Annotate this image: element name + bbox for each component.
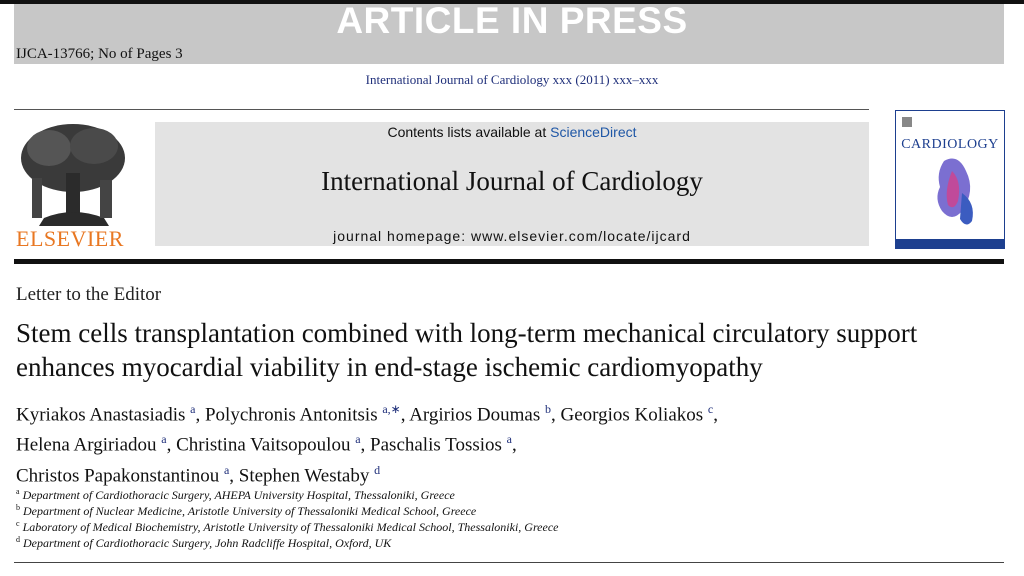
- divider: [14, 562, 1004, 563]
- author-affil-mark[interactable]: b: [545, 402, 551, 416]
- author-name[interactable]: Stephen Westaby: [238, 464, 370, 486]
- affiliation-key: b: [16, 503, 20, 512]
- author-affil-mark[interactable]: c: [707, 402, 714, 416]
- sciencedirect-link[interactable]: ScienceDirect: [550, 124, 637, 140]
- title-line: enhances myocardial viability in end-stage ischemic cardiomyopathy: [16, 352, 763, 382]
- author-separator: ,: [511, 434, 517, 456]
- header-rule: [14, 259, 1004, 264]
- author-name[interactable]: Georgios Koliakos: [560, 404, 704, 426]
- author-line: [16, 397, 1011, 427]
- author-name[interactable]: Paschalis Tossios: [370, 434, 502, 456]
- cover-title: CARDIOLOGY: [901, 137, 999, 152]
- author-affil-mark[interactable]: d: [374, 462, 381, 477]
- affiliation-text: Laboratory of Medical Biochemistry, Aristotle University of Thessaloniki Medical School, Thessaloniki, Greece: [22, 520, 559, 534]
- journal-cover: [895, 110, 1005, 249]
- contents-line: [155, 124, 869, 140]
- author-affil-mark[interactable]: a: [506, 432, 512, 447]
- author-separator: ,: [400, 404, 410, 426]
- author-separator: ,: [551, 404, 561, 426]
- author-affil-mark[interactable]: a: [223, 462, 230, 477]
- author-affil-mark[interactable]: a: [355, 432, 361, 447]
- affiliation-key: c: [16, 519, 20, 528]
- cover-art-icon: [896, 111, 1004, 248]
- affiliation: [16, 532, 1011, 551]
- affiliation-text: Department of Nuclear Medicine, Aristotle University of Thessaloniki Medical School, Greece: [23, 504, 477, 518]
- affiliation-text: Department of Cardiothoracic Surgery, John Radcliffe Hospital, Oxford, UK: [23, 536, 392, 550]
- affiliation-key: a: [16, 487, 20, 496]
- article-id: IJCA-13766; No of Pages 3: [16, 46, 183, 62]
- author-affil-mark[interactable]: a: [190, 402, 196, 416]
- author-line: [16, 427, 1011, 457]
- author-name[interactable]: Kyriakos Anastasiadis: [16, 404, 186, 426]
- author-name[interactable]: Polychronis Antonitsis: [204, 404, 378, 426]
- author-name[interactable]: Argirios Doumas: [409, 404, 541, 426]
- author-separator: ,: [713, 404, 718, 426]
- journal-citation[interactable]: International Journal of Cardiology xxx (2011) xxx–xxx: [365, 72, 659, 87]
- author-name[interactable]: Christina Vaitsopoulou: [176, 434, 351, 456]
- journal-name: International Journal of Cardiology: [321, 166, 703, 196]
- author-name[interactable]: Christos Papakonstantinou: [16, 464, 220, 486]
- title-line: Stem cells transplantation combined with long-term mechanical circulatory support: [16, 318, 918, 348]
- journal-masthead: [155, 122, 869, 246]
- article-title: [16, 316, 1011, 384]
- affiliation-key: d: [16, 535, 20, 544]
- author-separator: ,: [166, 434, 177, 456]
- author-name[interactable]: Helena Argiriadou: [16, 434, 157, 456]
- author-affil-mark[interactable]: a: [161, 432, 167, 447]
- banner-title: ARTICLE IN PRESS: [336, 0, 688, 41]
- author-affil-mark[interactable]: a,∗: [382, 402, 401, 416]
- section-label: Letter to the Editor: [16, 284, 162, 305]
- contents-prefix: Contents lists available at: [387, 124, 551, 140]
- author-separator: ,: [195, 404, 205, 426]
- divider: [14, 109, 869, 110]
- author-list: [16, 397, 1011, 488]
- author-separator: ,: [360, 434, 371, 456]
- author-separator: ,: [229, 464, 239, 486]
- journal-homepage[interactable]: journal homepage: www.elsevier.com/locate/ijcard: [333, 228, 691, 244]
- elsevier-wordmark: ELSEVIER: [16, 226, 124, 251]
- affiliation-text: Department of Cardiothoracic Surgery, AHEPA University Hospital, Thessaloniki, Greece: [22, 488, 455, 502]
